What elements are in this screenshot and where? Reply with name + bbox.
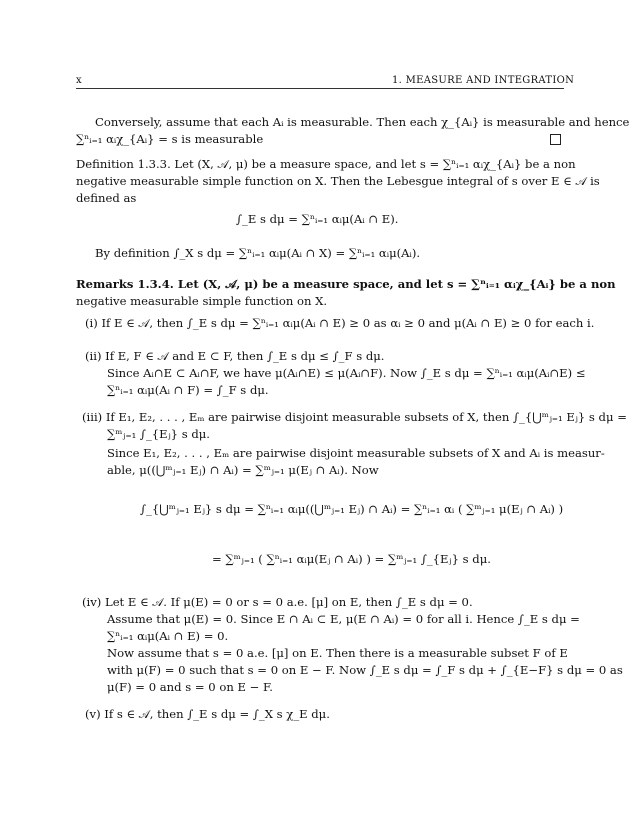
remark-item-iii: (iii) If E₁, E₂, . . . , Eₘ are pairwise disjoint measurable subsets of X, then ∫_{⋃ᵐⱼ₌₁ Eⱼ} s dμ = <box>82 410 627 424</box>
remark-item-v: (v) If s ∈ 𝒜, then ∫_E s dμ = ∫_X s χ_E dμ. <box>85 707 330 721</box>
text-line: By definition ∫_X s dμ = ∑ⁿᵢ₌₁ αᵢμ(Aᵢ ∩ X) = ∑ⁿᵢ₌₁ αᵢμ(Aᵢ). <box>95 246 421 260</box>
display-equation: ∫_{⋃ᵐⱼ₌₁ Eⱼ} s dμ = ∑ⁿᵢ₌₁ αᵢμ((⋃ᵐⱼ₌₁ Eⱼ) ∩ Aᵢ) = ∑ⁿᵢ₌₁ αᵢ ( ∑ᵐⱼ₌₁ μ(Eⱼ ∩ Aᵢ) ) <box>140 502 564 516</box>
text-line: defined as <box>76 191 137 205</box>
text-line: negative measurable simple function on X. Then the Lebesgue integral of s over E ∈ 𝒜 is <box>76 174 600 188</box>
text-line: negative measurable simple function on X. <box>76 294 328 308</box>
remark-item-ii: (ii) If E, F ∈ 𝒜 and E ⊂ F, then ∫_E s dμ ≤ ∫_F s dμ. <box>85 349 385 363</box>
running-header: 1. MEASURE AND INTEGRATION <box>392 75 575 86</box>
remark-item-i: (i) If E ∈ 𝒜, then ∫_E s dμ = ∑ⁿᵢ₌₁ αᵢμ(Aᵢ ∩ E) ≥ 0 as αᵢ ≥ 0 and μ(Aᵢ ∩ E) ≥ 0 for each i. <box>85 316 595 330</box>
text-line: Since Aᵢ∩E ⊂ Aᵢ∩F, we have μ(Aᵢ∩E) ≤ μ(Aᵢ∩F). Now ∫_E s dμ = ∑ⁿᵢ₌₁ αᵢμ(Aᵢ∩E) ≤ <box>107 366 586 380</box>
page-number: x <box>76 75 82 86</box>
remark-item-iv: (iv) Let E ∈ 𝒜. If μ(E) = 0 or s = 0 a.e. [μ] on E, then ∫_E s dμ = 0. <box>82 595 473 609</box>
text-line: able, μ((⋃ᵐⱼ₌₁ Eⱼ) ∩ Aᵢ) = ∑ᵐⱼ₌₁ μ(Eⱼ ∩ Aᵢ). Now <box>107 463 379 477</box>
text-line: ∑ⁿᵢ₌₁ αᵢχ_{Aᵢ} = s is measurable <box>76 132 264 146</box>
text-line: Conversely, assume that each Aᵢ is measurable. Then each χ_{Aᵢ} is measurable and hence <box>95 115 630 129</box>
header-rule <box>76 88 564 89</box>
display-equation: ∫_E s dμ = ∑ⁿᵢ₌₁ αᵢμ(Aᵢ ∩ E). <box>236 212 399 226</box>
remarks-heading: Remarks 1.3.4. Let (X, 𝒜, μ) be a measure space, and let s = ∑ⁿᵢ₌₁ αᵢχ_{Aᵢ} be a non <box>76 277 616 291</box>
text-line: μ(F) = 0 and s = 0 on E − F. <box>107 680 273 694</box>
text-line: ∑ᵐⱼ₌₁ ∫_{Eⱼ} s dμ. <box>107 427 210 441</box>
qed-symbol <box>550 134 561 145</box>
text-line: ∑ⁿᵢ₌₁ αᵢμ(Aᵢ ∩ E) = 0. <box>107 629 229 643</box>
text-line: with μ(F) = 0 such that s = 0 on E − F. Now ∫_E s dμ = ∫_F s dμ + ∫_{E−F} s dμ = 0 as <box>107 663 623 677</box>
text-line: ∑ⁿᵢ₌₁ αᵢμ(Aᵢ ∩ F) = ∫_F s dμ. <box>107 383 269 397</box>
display-equation: = ∑ᵐⱼ₌₁ ( ∑ⁿᵢ₌₁ αᵢμ(Eⱼ ∩ Aᵢ) ) = ∑ᵐⱼ₌₁ ∫_{Eⱼ} s dμ. <box>212 552 491 566</box>
text-line: Since E₁, E₂, . . . , Eₘ are pairwise disjoint measurable subsets of X and Aᵢ is measur- <box>107 446 605 460</box>
text-line: Assume that μ(E) = 0. Since E ∩ Aᵢ ⊂ E, μ(E ∩ Aᵢ) = 0 for all i. Hence ∫_E s dμ = <box>107 612 580 626</box>
definition-heading: Definition 1.3.3. Let (X, 𝒜, μ) be a measure space, and let s = ∑ⁿᵢ₌₁ αᵢχ_{Aᵢ} be a non <box>76 157 576 171</box>
text-line: Now assume that s = 0 a.e. [μ] on E. Then there is a measurable subset F of E <box>107 646 568 660</box>
